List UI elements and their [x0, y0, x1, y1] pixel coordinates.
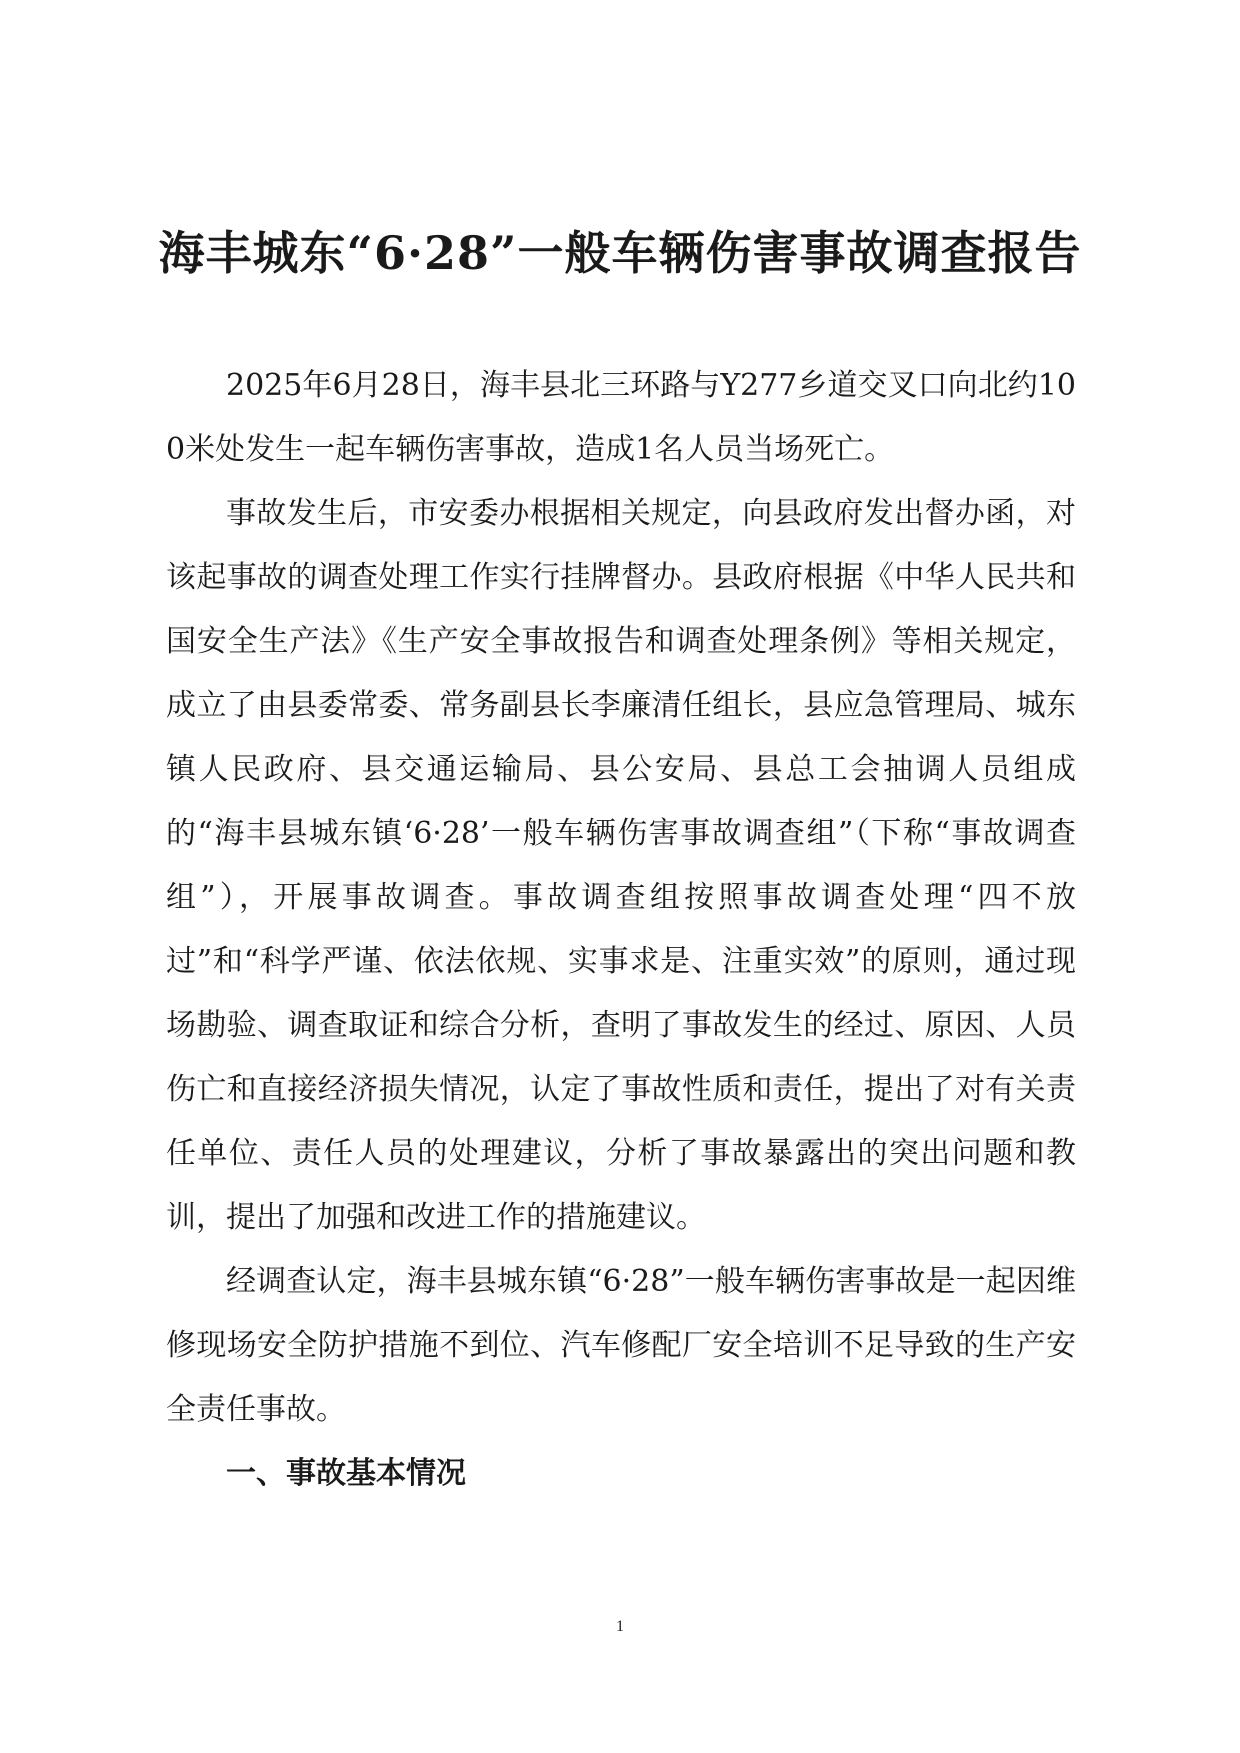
paragraph-intro: 2025年6月28日，海丰县北三环路与Y277乡道交叉口向北约100米处发生一起车辆伤害事故，造成1名人员当场死亡。 [166, 368, 1076, 467]
document-body [166, 354, 1076, 1506]
document-title: 海丰城东“6·28”一般车辆伤害事故调查报告 [158, 226, 1082, 280]
page-number: 1 [616, 1618, 624, 1635]
paragraph-conclusion: 经调查认定，海丰县城东镇“6·28”一般车辆伤害事故是一起因维修现场安全防护措施不到位、汽车修配厂安全培训不足导致的生产安全责任事故。 [166, 1264, 1076, 1427]
section-heading: 一、事故基本情况 [226, 1456, 466, 1491]
paragraph-investigation: 事故发生后，市安委办根据相关规定，向县政府发出督办函，对该起事故的调查处理工作实行挂牌督办。县政府根据《中华人民共和国安全生产法》《生产安全事故报告和调查处理条例》等相关规定，成立了由县委常委、常务副县长李廉清任组长，县应急管理局、城东镇人民政府、县交通运输局、县公安局、县总工会抽调人员组成的“海丰县城东镇‘6·28’一般车辆伤害事故调查组”（下称“事故调查组”），开展事故调查。事故调查组按照事故调查处理“四不放过”和“科学严谨、依法依规、实事求是、注重实效”的原则，通过现场勘验、调查取证和综合分析，查明了事故发生的经过、原因、人员伤亡和直接经济损失情况，认定了事故性质和责任，提出了对有关责任单位、责任人员的处理建议，分析了事故暴露出的突出问题和教训，提出了加强和改进工作的措施建议。 [166, 496, 1076, 1235]
